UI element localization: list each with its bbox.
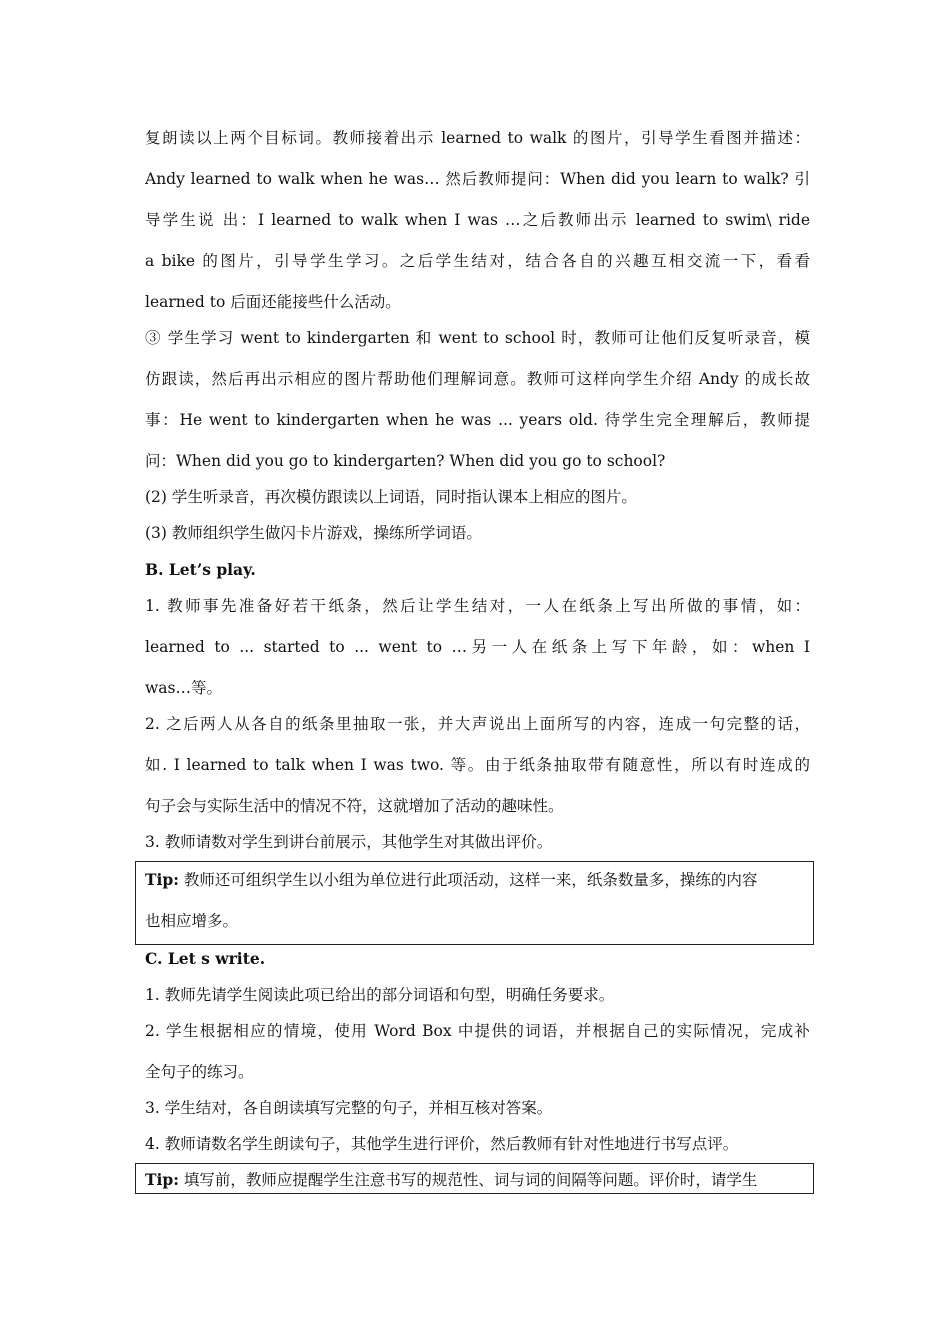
paragraph-line: 仿跟读，然后再出示相应的图片帮助他们理解词意。教师可这样向学生介绍 Andy 的成长故 (145, 370, 810, 388)
step-item: (2) 学生听录音，再次模仿跟读以上词语，同时指认课本上相应的图片。 (145, 488, 637, 506)
paragraph-line: 全句子的练习。 (145, 1063, 254, 1081)
paragraph-line: a bike 的图片，引导学生学习。之后学生结对，结合各自的兴趣互相交流一下，看看 (145, 252, 810, 270)
tip-label: Tip: (145, 870, 179, 889)
tip-line (145, 870, 805, 890)
tip-text: 教师还可组织学生以小组为单位进行此项活动，这样一来，纸条数量多，操练的内容 (183, 871, 758, 889)
section-b-heading: B. Let’s play. (145, 560, 256, 579)
tip-line (145, 1170, 805, 1190)
paragraph-line: Andy learned to walk when he was… 然后教师提问：When did you learn to walk? 引 (145, 170, 810, 188)
list-item: 3. 教师请数对学生到讲台前展示，其他学生对其做出评价。 (145, 833, 553, 851)
tip-text: 也相应增多。 (145, 912, 239, 930)
paragraph-line: 如. I learned to talk when I was two. 等。由于纸条抽取带有随意性，所以有时连成的 (145, 756, 810, 774)
tip-box (135, 1163, 814, 1194)
tip-label: Tip: (145, 1170, 179, 1189)
paragraph-line: 2. 之后两人从各自的纸条里抽取一张，并大声说出上面所写的内容，连成一句完整的话， (145, 715, 810, 733)
paragraph-line: learned to 后面还能接些什么活动。 (145, 293, 401, 311)
paragraph-line: learned to ... started to ... went to …另一人在纸条上写下年龄，如：when I (145, 638, 810, 656)
paragraph-line: 1. 教师事先准备好若干纸条，然后让学生结对，一人在纸条上写出所做的事情，如： (145, 597, 810, 615)
list-item: 3. 学生结对，各自朗读填写完整的句子，并相互核对答案。 (145, 1099, 553, 1117)
paragraph-line: was…等。 (145, 679, 222, 697)
paragraph-line: ③ 学生学习 went to kindergarten 和 went to school 时，教师可让他们反复听录音，模 (145, 329, 810, 347)
paragraph-line: 事：He went to kindergarten when he was ... years old. 待学生完全理解后，教师提 (145, 411, 810, 429)
tip-box (135, 861, 814, 945)
paragraph-line: 问：When did you go to kindergarten? When did you go to school? (145, 452, 666, 470)
list-item: 1. 教师先请学生阅读此项已给出的部分词语和句型，明确任务要求。 (145, 986, 615, 1004)
section-c-heading: C. Let s write. (145, 949, 266, 968)
list-item: 4. 教师请数名学生朗读句子，其他学生进行评价，然后教师有针对性地进行书写点评。 (145, 1135, 739, 1153)
paragraph-line: 复朗读以上两个目标词。教师接着出示 learned to walk 的图片，引导学生看图并描述： (145, 129, 810, 147)
paragraph-line: 2. 学生根据相应的情境，使用 Word Box 中提供的词语，并根据自己的实际情况，完成补 (145, 1022, 810, 1040)
paragraph-line: 导学生说 出：I learned to walk when I was …之后教师出示 learned to swim\ ride (145, 211, 810, 229)
tip-text: 填写前，教师应提醒学生注意书写的规范性、词与词的间隔等问题。评价时，请学生 (183, 1171, 758, 1189)
paragraph-line: 句子会与实际生活中的情况不符，这就增加了活动的趣味性。 (145, 797, 564, 815)
step-item: (3) 教师组织学生做闪卡片游戏，操练所学词语。 (145, 524, 482, 542)
